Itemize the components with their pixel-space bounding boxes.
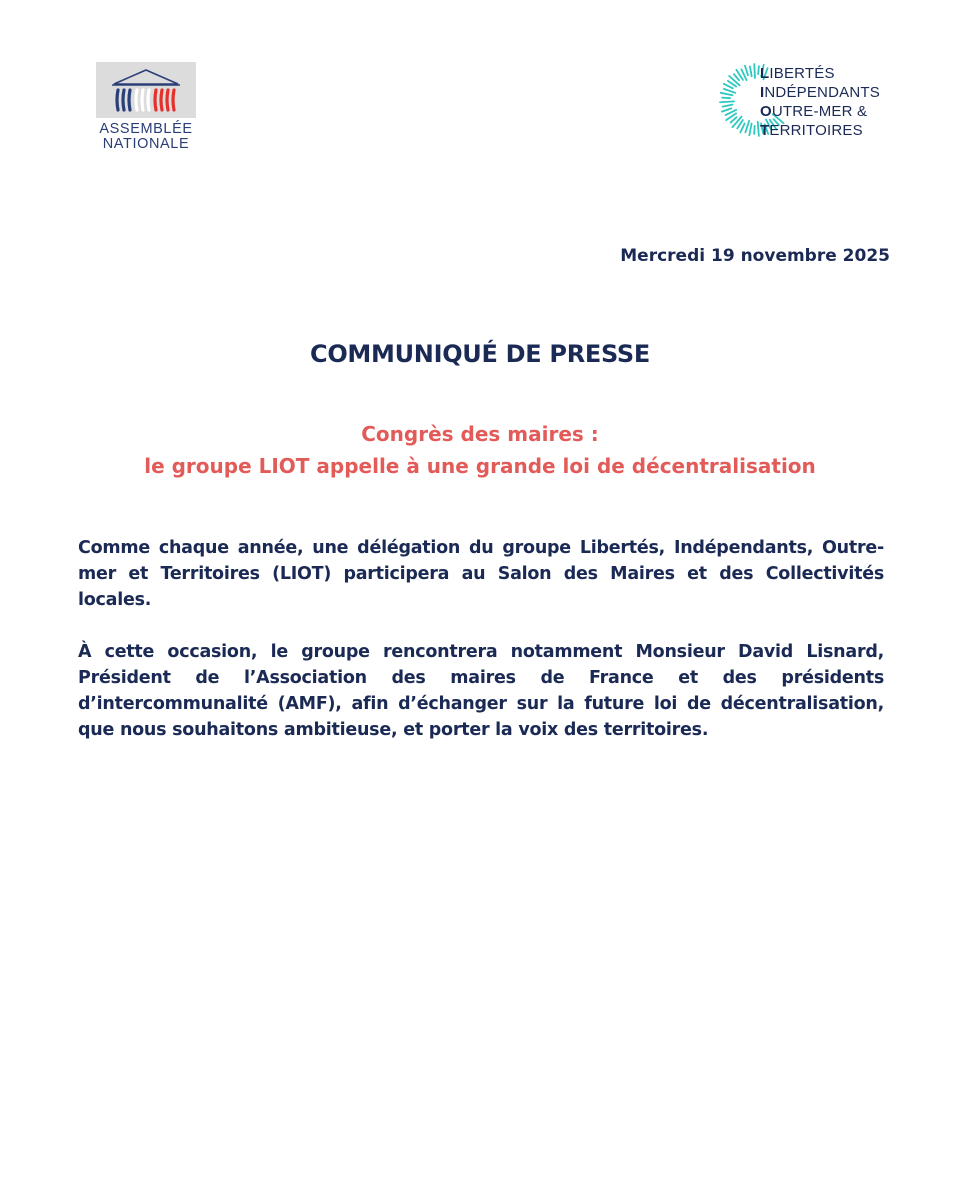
- liot-ray: [722, 98, 730, 99]
- liot-line-3: OUTRE-MER &: [760, 103, 868, 120]
- liot-logo: [718, 60, 908, 142]
- liot-line-2: INDÉPENDANTS: [760, 84, 880, 101]
- hemicycle-icon: [96, 62, 196, 118]
- nationale-line: NATIONALE: [102, 136, 190, 152]
- press-release-date: Mercredi 19 novembre 2025: [620, 246, 890, 266]
- liot-ray: [731, 117, 737, 122]
- liot-ray: [724, 89, 735, 93]
- assemblee-nationale-wordmark: [94, 122, 198, 152]
- press-release-title: COMMUNIQUÉ DE PRESSE: [310, 340, 650, 368]
- subtitle-line-2: le groupe LIOT appelle à une grande loi de décentralisation: [144, 454, 816, 478]
- liot-ray: [745, 121, 749, 132]
- liot-ray: [754, 64, 755, 78]
- press-release-body: [78, 535, 884, 769]
- liot-ray: [750, 67, 752, 77]
- liot-ray: [723, 105, 733, 107]
- assemblee-nationale-logo: [94, 60, 196, 152]
- assemblee-line: ASSEMBLÉE: [99, 121, 193, 137]
- liot-ray: [758, 122, 759, 136]
- liot-wordmark: [760, 64, 880, 140]
- liot-ray: [722, 108, 731, 111]
- liot-ray: [740, 123, 744, 132]
- liot-ray: [745, 66, 748, 76]
- liot-ray: [758, 66, 759, 74]
- press-release-subtitle: [0, 418, 960, 482]
- liot-ray: [721, 93, 733, 95]
- liot-ray: [724, 84, 733, 88]
- liot-ray: [749, 124, 751, 136]
- liot-ray: [729, 76, 739, 85]
- liot-line-4: TERRITOIRES: [760, 122, 863, 139]
- liot-line-1: LIBERTÉS: [760, 65, 835, 82]
- liot-ray: [720, 101, 734, 102]
- body-paragraph-2: À cette occasion, le groupe rencontrera notamment Monsieur David Lisnard, Président de l’Association des maires de France et des présidents d’intercommunalité (AMF), afin d’échanger sur la future loi de décentralisation, que nous souhaitons ambitieuse, et porter la voix des territoires.: [78, 642, 884, 740]
- liot-ray: [734, 74, 739, 80]
- body-paragraph-1: Comme chaque année, une délégation du groupe Libertés, Indépendants, Outre-mer et Territoires (LIOT) participera au Salon des Maires et des Collectivités locales.: [78, 538, 884, 610]
- subtitle-line-1: Congrès des maires :: [361, 422, 599, 446]
